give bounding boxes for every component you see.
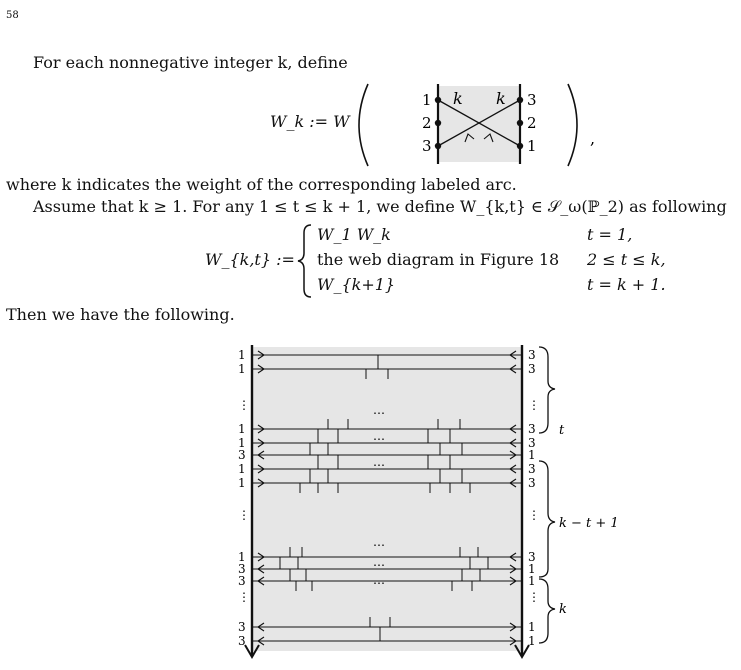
right-label: 3	[528, 422, 536, 436]
label-left-2: 2	[422, 114, 432, 132]
label-right-2: 2	[527, 114, 537, 132]
right-label: ⋮	[528, 508, 540, 522]
right-label: 1	[528, 620, 536, 634]
brace-label-k: k	[559, 602, 567, 617]
label-left-1: 1	[422, 91, 432, 109]
label-right-3: 1	[527, 137, 537, 155]
left-label-column	[238, 348, 250, 648]
vertex-right-2	[517, 120, 523, 126]
paragraph-assume: Assume that k ≥ 1. For any 1 ≤ t ≤ k + 1, we define W_{k,t} ∈ 𝒮_ω(ℙ_2) as following	[33, 197, 727, 216]
shaded-region	[438, 86, 520, 162]
label-right-1: 3	[527, 91, 537, 109]
vertex-left-2	[435, 120, 441, 126]
right-label: 3	[528, 436, 536, 450]
label-left-3: 3	[422, 137, 432, 155]
case-3-cond: t = k + 1.	[587, 275, 666, 294]
wk-web-diagram	[350, 82, 610, 168]
left-label: 1	[238, 362, 246, 376]
case-1-value: W_1 W_k	[317, 225, 391, 244]
brace-k	[539, 579, 555, 643]
right-label: 3	[528, 362, 536, 376]
right-label: 1	[528, 634, 536, 648]
h-ellipsis: ⋯	[373, 576, 385, 590]
case-1-cond: t = 1,	[587, 225, 633, 244]
vertex-left-1	[435, 97, 441, 103]
h-ellipsis: ⋯	[373, 538, 385, 552]
equation-wk-definition	[270, 82, 600, 167]
h-ellipsis: ⋯	[373, 432, 385, 446]
h-ellipsis: ⋯	[373, 458, 385, 472]
figure-web-diagram	[230, 343, 630, 668]
right-label: 3	[528, 462, 536, 476]
left-label: 1	[238, 476, 246, 490]
vertex-right-3	[517, 143, 523, 149]
equation-comma: ,	[590, 129, 596, 148]
right-label: 1	[528, 562, 536, 576]
page-number: 58	[6, 10, 19, 21]
vertex-right-1	[517, 97, 523, 103]
paragraph-intro	[33, 53, 348, 72]
left-label: 1	[238, 348, 246, 362]
left-label: 1	[238, 422, 246, 436]
right-paren	[568, 84, 577, 166]
arc-weight-right: k	[496, 89, 506, 108]
figure-shaded-region	[252, 347, 522, 651]
equation-wkt-cases	[205, 223, 725, 299]
brace-t	[539, 347, 555, 433]
case-2-cond: 2 ≤ t ≤ k,	[587, 250, 666, 269]
right-label: 3	[528, 476, 536, 490]
paragraph-then: Then we have the following.	[6, 305, 235, 324]
h-ellipsis: ⋯	[373, 558, 385, 572]
left-label: 3	[238, 448, 246, 462]
left-label: ⋮	[238, 590, 250, 604]
left-label: ⋮	[238, 508, 250, 522]
cases-brace	[295, 223, 315, 299]
left-paren	[359, 84, 368, 166]
left-label: 3	[238, 574, 246, 588]
right-label: 3	[528, 550, 536, 564]
brace-k-t-1	[539, 461, 555, 577]
right-label: 3	[528, 348, 536, 362]
left-label: ⋮	[238, 398, 250, 412]
brace-label-k-t-1: k − t + 1	[559, 516, 619, 531]
left-label: 1	[238, 550, 246, 564]
right-label: 1	[528, 574, 536, 588]
right-label-column	[528, 348, 540, 648]
paragraph-weight: where k indicates the weight of the corresponding labeled arc.	[6, 175, 517, 194]
h-ellipsis: ⋯	[373, 406, 385, 420]
brace-label-t: t	[559, 423, 565, 438]
equation-lhs: W_k := W	[270, 112, 350, 131]
vertex-left-3	[435, 143, 441, 149]
left-label: 3	[238, 620, 246, 634]
case-3-value: W_{k+1}	[317, 275, 396, 294]
cases-lhs: W_{k,t} :=	[205, 250, 295, 269]
right-label: 1	[528, 448, 536, 462]
arc-weight-left: k	[453, 89, 463, 108]
case-2-value: the web diagram in Figure 18	[317, 250, 560, 269]
left-label: 3	[238, 634, 246, 648]
left-label: 1	[238, 436, 246, 450]
left-label: 3	[238, 562, 246, 576]
right-label: ⋮	[528, 590, 540, 604]
paragraph-intro-text: For each nonnegative integer k, define	[33, 53, 348, 72]
right-label: ⋮	[528, 398, 540, 412]
left-label: 1	[238, 462, 246, 476]
